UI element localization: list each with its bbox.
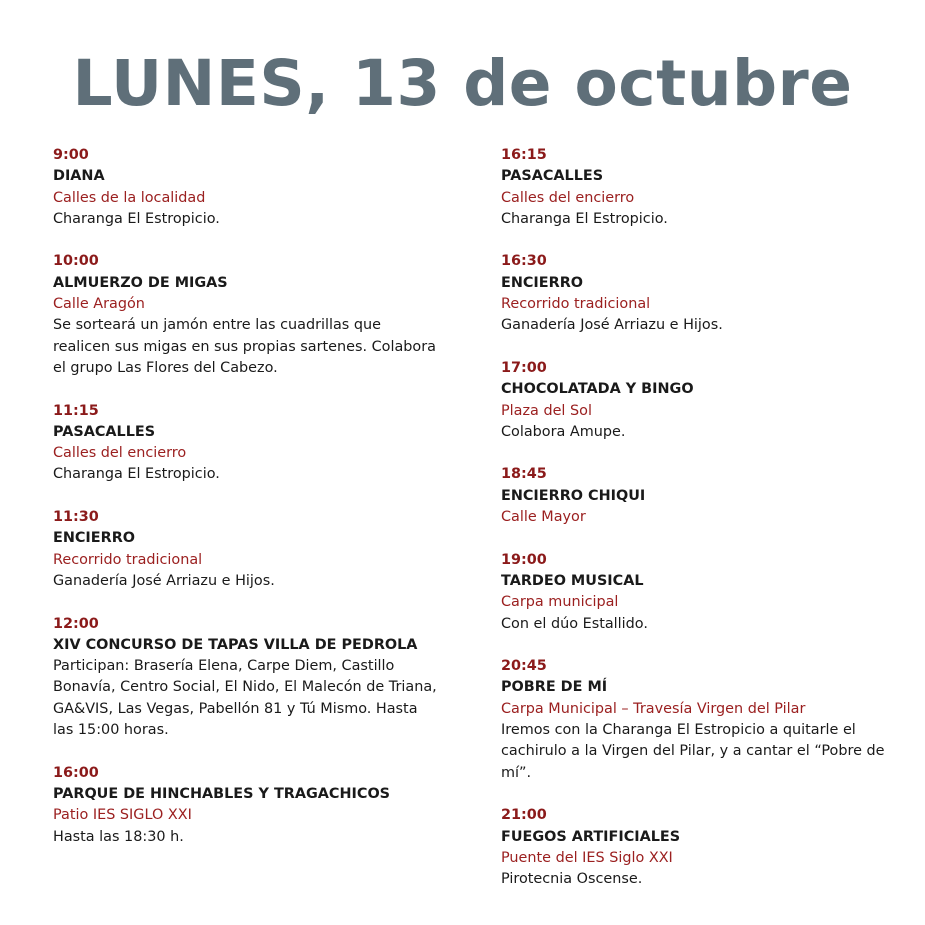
event-description: Con el dúo Estallido. — [501, 615, 648, 632]
event-description: Charanga El Estropicio. — [53, 210, 220, 227]
event-place: Carpa Municipal – Travesía Virgen del Pilar — [501, 700, 806, 717]
event-item — [501, 656, 886, 784]
event-name: ENCIERRO CHIQUI — [501, 487, 646, 504]
event-time: 16:15 — [501, 147, 547, 163]
event-place: Patio IES SIGLO XXI — [53, 807, 192, 824]
event-description: Hasta las 18:30 h. — [53, 828, 184, 845]
event-place: Plaza del Sol — [501, 402, 592, 419]
event-time: 9:00 — [53, 147, 89, 163]
event-description: Participan: Brasería Elena, Carpe Diem, Castillo Bonavía, Centro Social, El Nido, El Malecón de Triana, GA&VIS, Las Vegas, Pabellón 81 y Tú Mismo. Hasta las 15:00 horas. — [53, 658, 437, 739]
event-time: 10:00 — [53, 253, 99, 270]
page-title: LUNES, 13 de octubre — [72, 47, 853, 120]
event-item — [53, 614, 438, 742]
event-place: Carpa municipal — [501, 594, 619, 611]
event-description: Ganadería José Arriazu e Hijos. — [53, 572, 275, 589]
event-time: 18:45 — [501, 466, 547, 483]
event-time: 19:00 — [501, 551, 547, 568]
event-place: Puente del IES Siglo XXI — [501, 849, 673, 866]
event-description: Charanga El Estropicio. — [501, 210, 668, 227]
event-time: 12:00 — [53, 615, 99, 632]
event-item — [501, 358, 886, 443]
event-time: 17:00 — [501, 359, 547, 376]
event-place: Calles del encierro — [53, 445, 187, 462]
event-description: Pirotecnia Oscense. — [501, 871, 643, 888]
event-place: Calle Mayor — [501, 509, 586, 526]
event-place: Recorrido tradicional — [501, 296, 651, 313]
event-name: PASACALLES — [53, 423, 156, 440]
event-name: PARQUE DE HINCHABLES Y TRAGACHICOS — [53, 785, 391, 802]
event-time: 16:00 — [53, 764, 99, 781]
event-description: Se sorteará un jamón entre las cuadrillas que realicen sus migas en sus propias sartenes. Colabora el grupo Las Flores del Cabezo. — [53, 317, 436, 376]
event-item — [501, 805, 886, 890]
left-column — [53, 145, 438, 869]
event-description: Colabora Amupe. — [501, 423, 626, 440]
event-place: Calles de la localidad — [53, 189, 206, 206]
event-time: 21:00 — [501, 807, 547, 824]
event-name: FUEGOS ARTIFICIALES — [501, 828, 681, 845]
event-time: 20:45 — [501, 658, 547, 675]
event-name: POBRE DE MÍ — [501, 679, 608, 696]
event-item — [501, 464, 886, 528]
event-item — [53, 145, 438, 230]
event-name: ENCIERRO — [53, 530, 136, 547]
event-name: CHOCOLATADA Y BINGO — [501, 381, 694, 398]
event-item — [53, 251, 438, 379]
event-name: XIV CONCURSO DE TAPAS VILLA DE PEDROLA — [53, 636, 418, 653]
event-item — [501, 251, 886, 336]
event-name: TARDEO MUSICAL — [501, 572, 644, 589]
event-item — [501, 145, 886, 230]
event-place: Calles del encierro — [501, 189, 635, 206]
event-description: Ganadería José Arriazu e Hijos. — [501, 317, 723, 334]
event-time: 11:15 — [53, 402, 99, 419]
event-time: 11:30 — [53, 509, 99, 526]
event-name: PASACALLES — [501, 168, 604, 185]
event-item — [501, 550, 886, 635]
event-name: DIANA — [53, 168, 105, 185]
right-column — [501, 145, 886, 912]
event-name: ALMUERZO DE MIGAS — [53, 274, 228, 291]
event-description: Charanga El Estropicio. — [53, 466, 220, 483]
event-item — [53, 401, 438, 486]
event-place: Calle Aragón — [53, 296, 145, 313]
event-name: ENCIERRO — [501, 274, 584, 291]
event-place: Recorrido tradicional — [53, 551, 203, 568]
event-item — [53, 507, 438, 592]
event-description: Iremos con la Charanga El Estropicio a quitarle el cachirulo a la Virgen del Pilar, y a cantar el “Pobre de mí”. — [501, 722, 885, 781]
event-item — [53, 763, 438, 848]
event-time: 16:30 — [501, 253, 547, 270]
